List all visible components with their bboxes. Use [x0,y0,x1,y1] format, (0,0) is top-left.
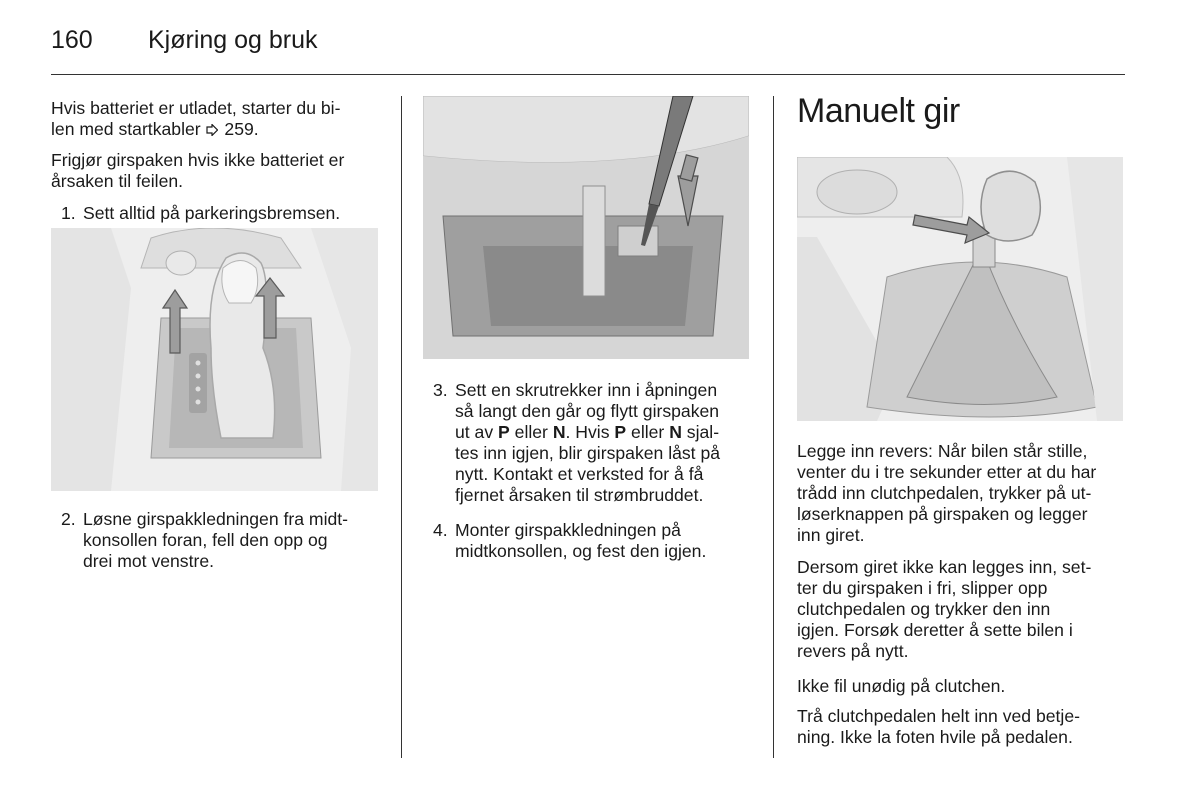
step-text [455,380,720,506]
header-divider [51,74,1125,75]
step-text [83,509,348,572]
step-text [455,520,706,562]
step-3-line-4: tes inn igjen, blir girspaken låst på [455,443,721,463]
step-4-line-2: midtkonsollen, og fest den igjen. [455,541,707,561]
step-2-line-3: drei mot venstre. [83,551,215,571]
clutch-paragraph [797,676,1127,697]
screwdriver-illustration [423,96,749,359]
step-2-line-1: Løsne girspakkledningen fra midt- [83,509,349,529]
page-reference[interactable]: 259. [224,119,259,139]
step-number: 4. [433,520,448,540]
reverse-line-3: trådd inn clutchpedalen, trykker på ut- [797,483,1092,503]
intro-paragraph [51,98,391,140]
step-2 [61,509,391,572]
step-2-line-2: konsollen foran, fell den opp og [83,530,328,550]
step-3-line-6: fjernet årsaken til strømbruddet. [455,485,704,505]
step-4-line-1: Monter girspakkledningen på [455,520,681,540]
intro-line-2-text: len med startkabler [51,119,206,139]
clutch-line-1: Ikke fil unødig på clutchen. [797,676,1006,696]
pedal-paragraph [797,706,1127,748]
retry-line-1: Dersom giret ikke kan legges inn, set- [797,557,1092,577]
step-number: 2. [61,509,76,529]
step-3-line-2: så langt den går og flytt girspaken [455,401,720,421]
step-number: 3. [433,380,448,400]
pedal-line-2: ning. Ikke la foten hvile på pedalen. [797,727,1073,747]
step-3-line-3: ut av P eller N. Hvis P eller N sjal- [455,422,720,442]
intro-line-2 [51,119,391,140]
retry-line-3: clutchpedalen og trykker den inn [797,599,1051,619]
release-paragraph [51,150,391,192]
reverse-line-1: Legge inn revers: Når bilen står stille, [797,441,1088,461]
pedal-line-1: Trå clutchpedalen helt inn ved betje- [797,706,1080,726]
gear-selector-illustration [51,228,378,491]
step-3-line-5: nytt. Kontakt et verksted for å få [455,464,704,484]
intro-line-1: Hvis batteriet er utladet, starter du bi- [51,98,341,118]
step-text: Sett alltid på parkeringsbremsen. [83,203,341,223]
column-divider-1 [401,96,402,758]
release-line-2: årsaken til feilen. [51,171,184,191]
step-number: 1. [61,203,76,223]
reverse-line-2: venter du i tre sekunder etter at du har [797,462,1097,482]
arrow-ref-icon[interactable] [206,119,220,140]
column-divider-2 [773,96,774,758]
section-title: Manuelt gir [797,92,960,130]
step-3-line-1: Sett en skrutrekker inn i åpningen [455,380,718,400]
retry-line-4: igjen. Forsøk deretter å sette bilen i [797,620,1073,640]
manual-shifter-illustration [797,157,1123,421]
step-4 [433,520,759,562]
step-3 [433,380,759,506]
page-header-title: Kjøring og bruk [148,26,318,54]
release-line-1: Frigjør girspaken hvis ikke batteriet er [51,150,345,170]
reverse-line-5: inn giret. [797,525,865,545]
page-number: 160 [51,26,93,54]
retry-line-2: ter du girspaken i fri, slipper opp [797,578,1048,598]
retry-line-5: revers på nytt. [797,641,909,661]
reverse-line-4: løserknappen på girspaken og legger [797,504,1088,524]
retry-paragraph [797,557,1127,662]
step-1 [61,203,391,224]
reverse-paragraph [797,441,1127,546]
